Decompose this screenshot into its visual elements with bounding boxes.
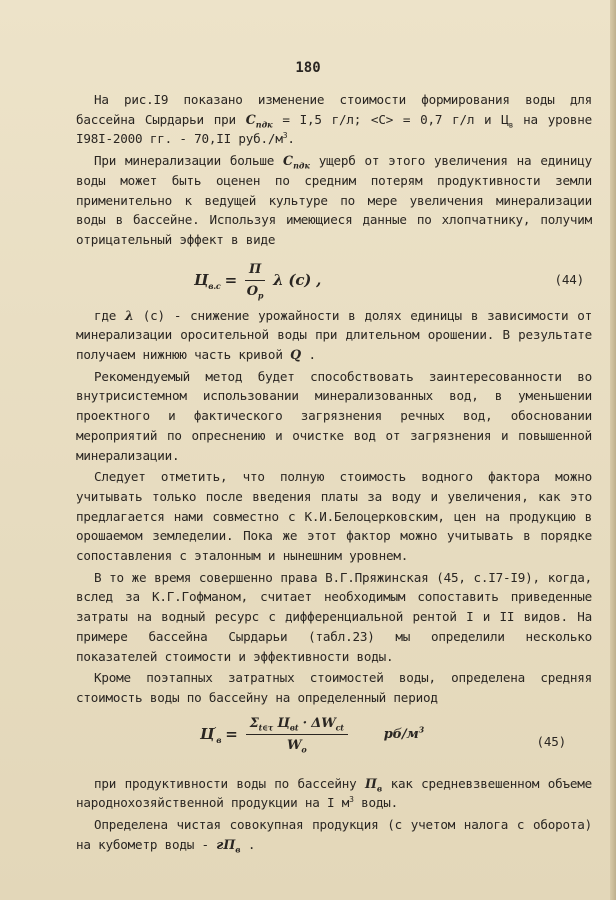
eq45-denominator: $W_o$ — [286, 738, 307, 755]
page-edge — [610, 0, 616, 900]
page-number: 180 — [295, 60, 321, 76]
symbol-gp-v: $гП_в$ — [216, 836, 241, 855]
eq44-numerator: П — [245, 260, 265, 282]
equation-44-number: (44) — [554, 271, 584, 287]
paragraph-6: В то же время совершенно права В.Г.Пряжинская (45, с.I7-I9), когда, вслед за К.Г.Гофманом, считает необходимым сопоставить приведенные затраты на водный ресурс с дифференциальной рентой I и II видов. На примере бассейна Сырдарьи (табл.23) мы определили несколько показателей стоимости и эффективности воды. — [76, 569, 592, 664]
paragraph-2 — [76, 151, 592, 250]
p2-text-b: ущерб от этого увеличения на единицу воды может быть оценен по средним потерям продуктивности земли применительно к ведущей культуре по мере увеличения минерализации воды в бассейне. Используя имеющиеся данные по хлопчатнику, получим отрицательный эффект в виде — [76, 153, 592, 247]
equation-44-formula — [194, 260, 321, 302]
symbol-lambda: λ — [125, 307, 134, 323]
paragraph-5: Следует отметить, что полную стоимость водного фактора можно учитывать только после введения платы за воду и увеличения, как это предлагается нами совместно с К.И.Белоцерковским, цен на продукцию в орошаемом земледелии. Пока же этот фактор можно учитывать в порядке сопоставления с эталонным и нынешним уровнем. — [76, 469, 592, 564]
eq45-numerator: $\Sigma_{t\in\tau}$ $Ц_{вt} \cdot \Delta W_{ct}$ — [246, 714, 348, 736]
symbol-c-pdk: $С_{пдк}$ — [245, 111, 273, 130]
eq45-equals: = — [225, 725, 238, 744]
eq45-fraction — [246, 714, 348, 756]
symbol-c-pdk-2: $С_{пдк}$ — [283, 153, 310, 171]
eq44-equals: = — [224, 270, 237, 289]
paragraph-3: где λ (с) - снижение урожайности в долях единицы в зависимости от минерализации оросительной воды при длительном орошении. В результате получаем нижнюю часть кривой Q . — [76, 307, 592, 363]
eq44-rhs: λ (с) , — [273, 270, 322, 289]
p1-text-b: = I,5 г/л; <С> = 0,7 г/л и Ц — [272, 111, 509, 127]
paragraph-1: На рис.I9 показано изменение стоимости формирования воды для бассейна Сырдарьи при $С_{пдк} = I,5$ г/л; <С> = 0,7 г/л и $Ц_в$ на уровне I98I-2000 гг. - 70,II $руб./м^3$. — [76, 92, 592, 147]
paragraph-9: Определена чистая совокупная продукция (с учетом налога с оборота) на кубометр воды - $гП_в$ . — [76, 817, 592, 855]
p1-sup-c: 3 — [282, 131, 288, 141]
equation-44 — [76, 252, 592, 304]
paragraph-7: Кроме поэтапных затратных стоимостей воды, определена средняя стоимость воды по бассейну на определенный период — [76, 670, 592, 705]
p8-text-b: как средневзвешенном объеме народнохозяйственной продукции на I м — [76, 775, 592, 811]
paragraph-8: при продуктивности воды по бассейну $П_в$ как средневзвешенном объеме народнохозяйственной продукции на I $м^3$ воды. — [76, 775, 592, 811]
eq45-lhs: $Ц'_в$ — [200, 725, 222, 746]
eq44-denominator: $О_р$ — [246, 284, 264, 301]
p1-text-c: на уровне I98I-2000 гг. - 70,II руб./м — [76, 111, 592, 147]
symbol-q: Q — [290, 347, 302, 363]
p2-text-a: При минерализации больше — [94, 153, 284, 169]
p1-text-a: На рис.I9 показано изменение стоимости формирования воды для бассейна Сырдарьи при — [76, 92, 592, 127]
eq44-fraction — [245, 260, 265, 302]
page-body — [76, 90, 592, 855]
sum-symbol: Σ — [249, 715, 259, 731]
eq44-lhs: $Ц_{в.с}$ — [194, 270, 221, 291]
p3-text-b: (с) - снижение урожайности в долях единицы в зависимости от минерализации оросительной воды при длительном орошении. В результате получаем нижнюю часть кривой — [76, 307, 592, 363]
equation-45-number: (45) — [536, 733, 566, 749]
p9-text-a: Определена чистая совокупная продукция (с учетом налога с оборота) на кубометр воды - — [76, 817, 592, 852]
eq45-unit: $рб/м^3$ — [383, 724, 424, 743]
equation-45 — [76, 710, 592, 772]
p1-sub-b: в — [508, 120, 514, 130]
symbol-p-v: $П_в$ — [364, 775, 383, 794]
paragraph-4: Рекомендуемый метод будет способствовать заинтересованности во внутрисистемном использовании минерализованных вод, в уменьшении проектного и фактического загрязнения речных вод, обосновании мероприятий по опреснению и очистке вод от загрязнения и повышенной минерализации. — [76, 368, 592, 463]
equation-45-formula — [200, 714, 424, 756]
